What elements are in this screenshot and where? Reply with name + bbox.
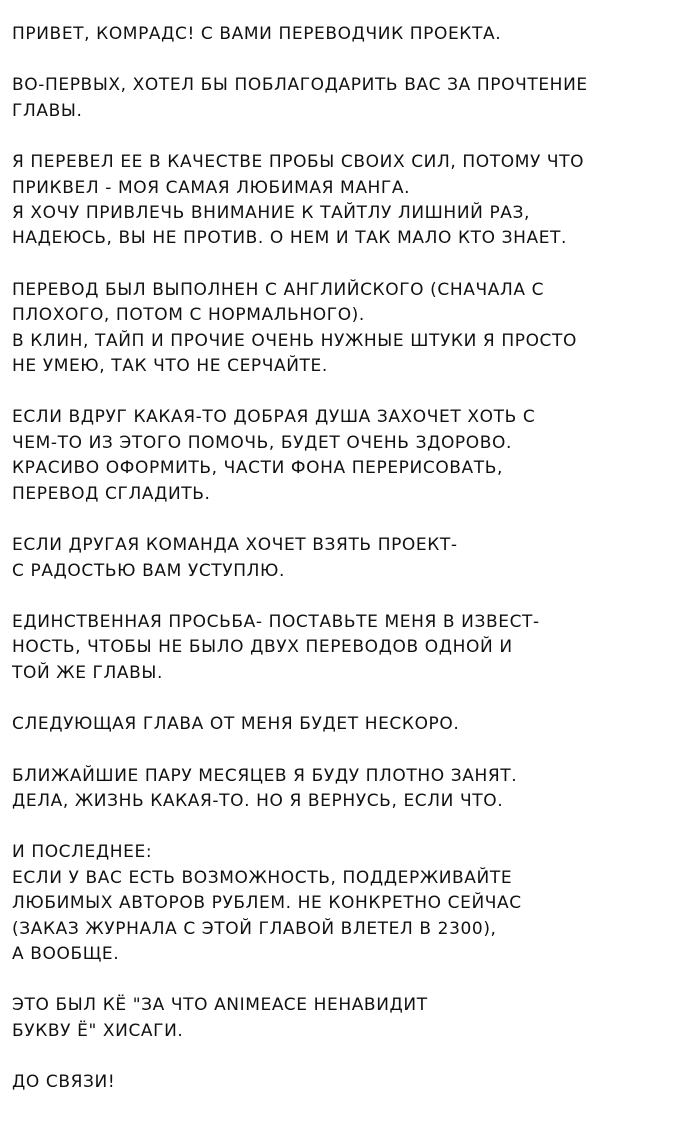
paragraph xyxy=(12,22,692,47)
paragraph xyxy=(12,1070,692,1095)
text-line: Я ХОЧУ ПРИВЛЕЧЬ ВНИМАНИЕ К ТАЙТЛУ ЛИШНИЙ РАЗ, xyxy=(12,203,531,224)
text-line: С РАДОСТЬЮ ВАМ УСТУПЛЮ. xyxy=(12,560,285,581)
text-line: ВО-ПЕРВЫХ, ХОТЕЛ БЫ ПОБЛАГОДАРИТЬ ВАС ЗА ПРОЧТЕНИЕ xyxy=(12,75,588,96)
text-line: В КЛИН, ТАЙП И ПРОЧИЕ ОЧЕНЬ НУЖНЫЕ ШТУКИ Я ПРОСТО xyxy=(12,330,577,351)
paragraph xyxy=(12,405,692,507)
text-line: НОСТЬ, ЧТОБЫ НЕ БЫЛО ДВУХ ПЕРЕВОДОВ ОДНОЙ И xyxy=(12,637,513,658)
paragraph xyxy=(12,712,692,737)
text-line: ЭТО БЫЛ КЁ "ЗА ЧТО ANIMEACE НЕНАВИДИТ xyxy=(12,995,428,1016)
text-line: ЕСЛИ У ВАС ЕСТЬ ВОЗМОЖНОСТЬ, ПОДДЕРЖИВАЙТЕ xyxy=(12,867,513,888)
text-line: ПЕРЕВОД СГЛАДИТЬ. xyxy=(12,483,211,504)
text-line: ГЛАВЫ. xyxy=(12,100,83,121)
paragraph xyxy=(12,610,692,686)
text-line: НАДЕЮСЬ, ВЫ НЕ ПРОТИВ. О НЕМ И ТАК МАЛО КТО ЗНАЕТ. xyxy=(12,228,568,249)
text-line: ЕСЛИ ДРУГАЯ КОМАНДА ХОЧЕТ ВЗЯТЬ ПРОЕКТ- xyxy=(12,535,458,556)
text-line: ДО СВЯЗИ! xyxy=(12,1072,116,1093)
text-line: НЕ УМЕЮ, ТАК ЧТО НЕ СЕРЧАЙТЕ. xyxy=(12,356,328,377)
text-line: И ПОСЛЕДНЕЕ: xyxy=(12,842,153,863)
paragraph xyxy=(12,73,692,124)
text-line: ЛЮБИМЫХ АВТОРОВ РУБЛЕМ. НЕ КОНКРЕТНО СЕЙЧАС xyxy=(12,893,522,914)
text-line: ПЕРЕВОД БЫЛ ВЫПОЛНЕН С АНГЛИЙСКОГО (СНАЧАЛА С xyxy=(12,279,545,300)
paragraph xyxy=(12,533,692,584)
text-line: ЕСЛИ ВДРУГ КАКАЯ-ТО ДОБРАЯ ДУША ЗАХОЧЕТ ХОТЬ С xyxy=(12,407,536,428)
text-line: (ЗАКАЗ ЖУРНАЛА С ЭТОЙ ГЛАВОЙ ВЛЕТЕЛ В 2300), xyxy=(12,918,497,939)
text-line: Я ПЕРЕВЕЛ ЕЕ В КАЧЕСТВЕ ПРОБЫ СВОИХ СИЛ, ПОТОМУ ЧТО xyxy=(12,152,585,173)
text-line: БЛИЖАЙШИЕ ПАРУ МЕСЯЦЕВ Я БУДУ ПЛОТНО ЗАНЯТ. xyxy=(12,765,518,786)
paragraph xyxy=(12,993,692,1044)
text-line: БУКВУ Ё" ХИСАГИ. xyxy=(12,1020,184,1041)
text-line: СЛЕДУЮЩАЯ ГЛАВА ОТ МЕНЯ БУДЕТ НЕСКОРО. xyxy=(12,714,460,735)
text-line: ЧЕМ-ТО ИЗ ЭТОГО ПОМОЧЬ, БУДЕТ ОЧЕНЬ ЗДОРОВО. xyxy=(12,432,513,453)
paragraph xyxy=(12,764,692,815)
text-line: ДЕЛА, ЖИЗНЬ КАКАЯ-ТО. НО Я ВЕРНУСЬ, ЕСЛИ ЧТО. xyxy=(12,790,504,811)
text-line: А ВООБЩЕ. xyxy=(12,943,120,964)
translator-note xyxy=(12,22,692,1122)
text-line: ТОЙ ЖЕ ГЛАВЫ. xyxy=(12,662,163,683)
text-line: КРАСИВО ОФОРМИТЬ, ЧАСТИ ФОНА ПЕРЕРИСОВАТЬ, xyxy=(12,458,504,479)
text-line: ЕДИНСТВЕННАЯ ПРОСЬБА- ПОСТАВЬТЕ МЕНЯ В ИЗВЕСТ- xyxy=(12,611,540,632)
text-line: ПРИКВЕЛ - МОЯ САМАЯ ЛЮБИМАЯ МАНГА. xyxy=(12,177,411,198)
text-line: ПЛОХОГО, ПОТОМ С НОРМАЛЬНОГО). xyxy=(12,305,365,326)
paragraph xyxy=(12,840,692,967)
paragraph xyxy=(12,150,692,252)
paragraph xyxy=(12,278,692,380)
text-line: ПРИВЕТ, КОМРАДС! С ВАМИ ПЕРЕВОДЧИК ПРОЕКТА. xyxy=(12,24,502,44)
